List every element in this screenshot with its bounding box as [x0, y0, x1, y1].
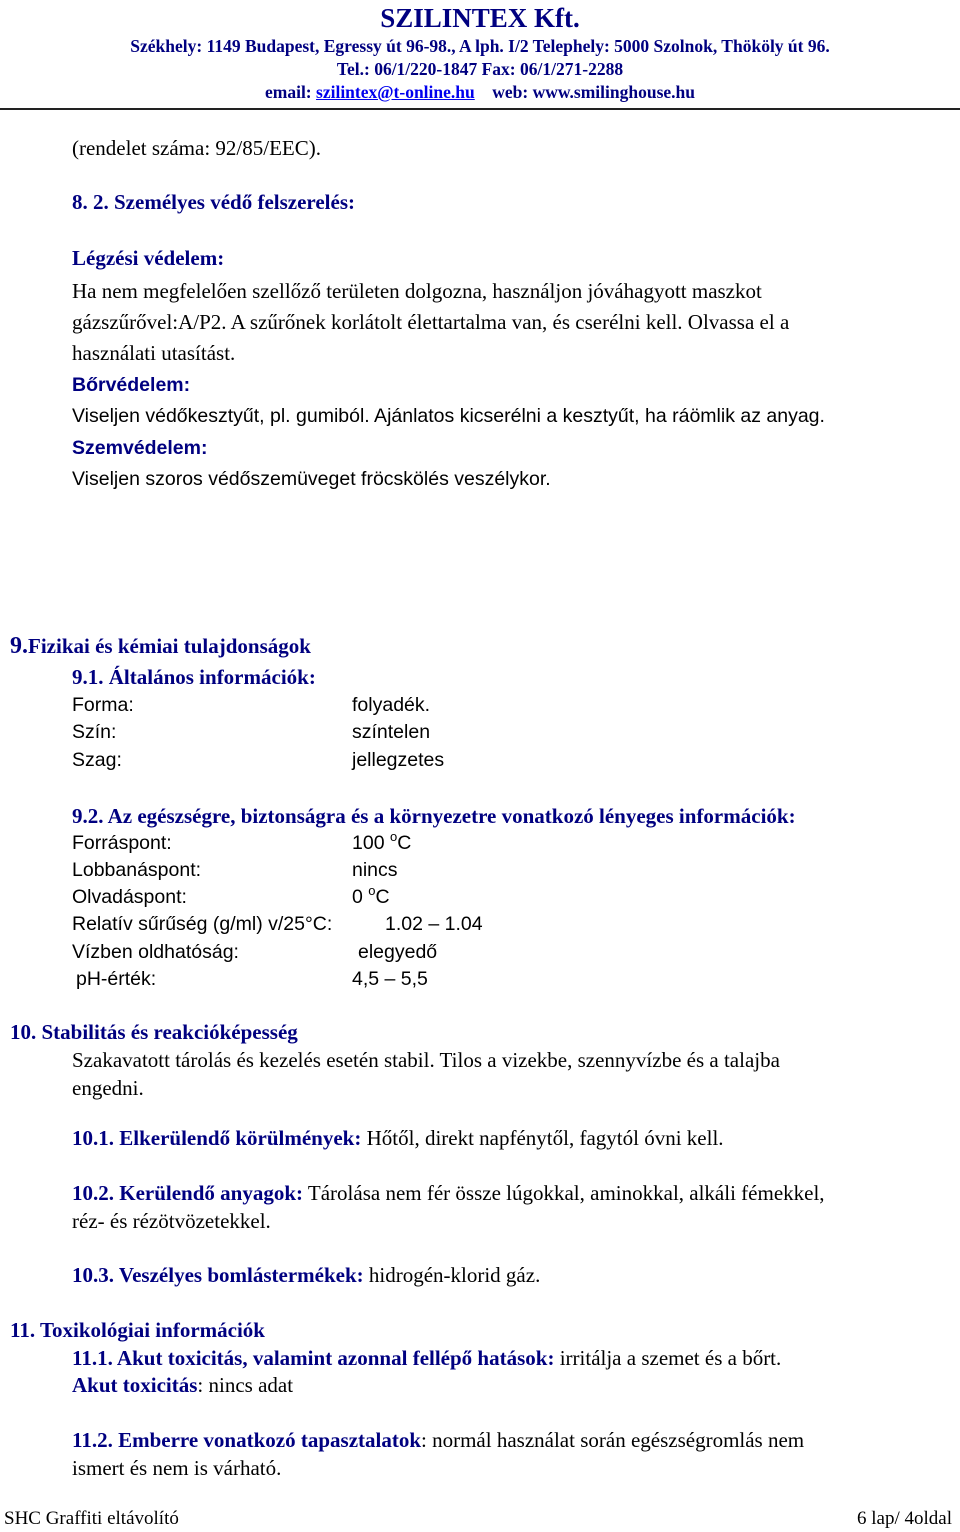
- boiling-point-number: 100: [352, 832, 385, 854]
- web-address: web: www.smilinghouse.hu: [492, 82, 696, 102]
- color-label: Szín:: [72, 721, 117, 743]
- acute-toxicity-label: Akut toxicitás: [72, 1373, 198, 1397]
- boiling-point-label: Forráspont:: [72, 832, 172, 854]
- email-link[interactable]: szilintex@t-online.hu: [316, 82, 475, 102]
- section-10-3: [72, 1262, 540, 1288]
- section-11-1: [72, 1345, 781, 1371]
- section-9-number: 9.: [10, 633, 28, 659]
- solubility-value: elegyedő: [358, 941, 438, 963]
- ph-value: 4,5 – 5,5: [352, 968, 428, 990]
- eye-protection-title: Szemvédelem:: [72, 437, 208, 459]
- odor-label: Szag:: [72, 749, 122, 771]
- respiratory-line-1: Ha nem megfelelően szellőző területen dolgozna, használjon jóváhagyott maszkot: [72, 279, 762, 303]
- density-value: 1.02 – 1.04: [385, 913, 483, 935]
- section-9-2-title: 9.2. Az egészségre, biztonságra és a környezetre vonatkozó lényeges információk:: [72, 804, 796, 828]
- footer-page-number: 6 lap/ 4oldal: [857, 1508, 952, 1529]
- company-contact: [0, 82, 960, 102]
- section-9-1-title: 9.1. Általános információk:: [72, 665, 316, 689]
- melting-point-degree: o: [368, 883, 376, 898]
- acute-toxicity-text: : nincs adat: [197, 1373, 294, 1397]
- flash-point-label: Lobbanáspont:: [72, 859, 202, 881]
- skin-protection-text: Viseljen védőkesztyűt, pl. gumiból. Ajánlatos kicserélni a kesztyűt, ha ráömlik az anyag.: [72, 405, 825, 427]
- melting-point-label: Olvadáspont:: [72, 886, 187, 908]
- section-10-3-label: 10.3. Veszélyes bomlástermékek:: [72, 1263, 364, 1287]
- section-11-1-label: 11.1. Akut toxicitás, valamint azonnal fellépő hatások:: [72, 1346, 555, 1370]
- company-name: SZILINTEX Kft.: [380, 3, 580, 33]
- form-value: folyadék.: [352, 694, 431, 716]
- color-value: színtelen: [352, 721, 431, 743]
- stability-line-2: engedni.: [72, 1076, 144, 1100]
- respiratory-line-2: gázszűrővel:A/P2. A szűrőnek korlátolt élettartalma van, és cserélni kell. Olvassa el a: [72, 310, 790, 334]
- stability-line-1: Szakavatott tárolás és kezelés esetén stabil. Tilos a vizekbe, szennyvízbe és a talajba: [72, 1048, 780, 1072]
- skin-protection-title: Bőrvédelem:: [72, 374, 191, 396]
- boiling-point-degree: o: [389, 829, 398, 844]
- solubility-label: Vízben oldhatóság:: [72, 941, 239, 963]
- company-phone-fax: Tel.: 06/1/220-1847 Fax: 06/1/271-2288: [336, 59, 624, 79]
- section-11-2-label: 11.2. Emberre vonatkozó tapasztalatok: [72, 1428, 422, 1452]
- boiling-point-value: [352, 830, 411, 856]
- respiratory-line-3: használati utasítást.: [72, 341, 236, 365]
- section-11-2-text-cont: ismert és nem is várható.: [72, 1456, 282, 1480]
- section-11-2: [72, 1427, 804, 1453]
- melting-point-unit: C: [375, 886, 390, 908]
- ph-label: pH-érték:: [76, 968, 157, 990]
- acute-toxicity: [72, 1372, 293, 1398]
- section-8-2-title: 8. 2. Személyes védő felszerelés:: [72, 190, 356, 214]
- eye-protection-text: Viseljen szoros védőszemüveget fröcskölés veszélykor.: [72, 468, 551, 490]
- footer-product-name: SHC Graffiti eltávolító: [4, 1508, 179, 1529]
- section-11-title: 11. Toxikológiai információk: [10, 1318, 265, 1342]
- form-label: Forma:: [72, 694, 134, 716]
- flash-point-value: nincs: [352, 859, 398, 881]
- section-10-3-text: hidrogén-klorid gáz.: [368, 1263, 541, 1287]
- section-10-2-text: Tárolása nem fér össze lúgokkal, aminokkal, alkáli fémekkel,: [307, 1181, 825, 1205]
- section-10-1-text: Hőtől, direkt napfénytől, fagytól óvni kell.: [366, 1126, 724, 1150]
- respiratory-title: Légzési védelem:: [72, 246, 225, 270]
- section-10-1: [72, 1125, 724, 1151]
- regulation-number: (rendelet száma: 92/85/EEC).: [72, 136, 321, 160]
- melting-point-number: 0: [352, 886, 363, 908]
- email-label: email:: [264, 82, 312, 102]
- section-9-title: [10, 633, 311, 659]
- boiling-point-unit: C: [397, 832, 412, 854]
- odor-value: jellegzetes: [352, 749, 445, 771]
- density-label: Relatív sűrűség (g/ml) v/25°C:: [72, 913, 333, 935]
- section-11-1-text: irritálja a szemet és a bőrt.: [559, 1346, 782, 1370]
- section-10-2: [72, 1180, 825, 1206]
- section-9-title-text: Fizikai és kémiai tulajdonságok: [28, 634, 311, 658]
- section-10-2-label: 10.2. Kerülendő anyagok:: [72, 1181, 304, 1205]
- header-divider: [0, 108, 960, 110]
- melting-point-value: [352, 884, 390, 910]
- company-address: Székhely: 1149 Budapest, Egressy út 96-98., A lph. I/2 Telephely: 5000 Szolnok, Thököly út 96.: [130, 36, 830, 56]
- section-10-1-label: 10.1. Elkerülendő körülmények:: [72, 1126, 362, 1150]
- section-10-title: 10. Stabilitás és reakcióképesség: [10, 1020, 298, 1044]
- section-11-2-text: : normál használat során egészségromlás nem: [421, 1428, 805, 1452]
- section-10-2-text-cont: réz- és rézötvözetekkel.: [72, 1209, 271, 1233]
